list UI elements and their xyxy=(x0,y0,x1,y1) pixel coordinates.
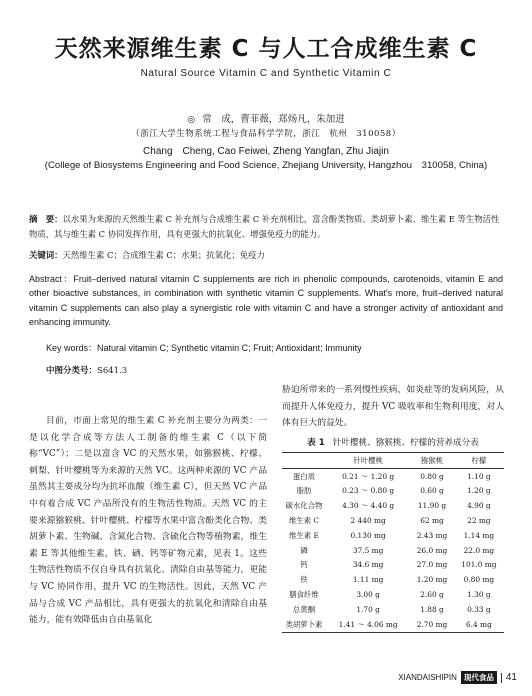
table-number: 表 1 xyxy=(307,438,325,448)
table-cell: 总黄酮 xyxy=(292,604,316,614)
table-cell: 2.43 mg xyxy=(416,530,448,540)
table-row xyxy=(282,587,504,602)
table-cell: 6.4 mg xyxy=(465,619,492,629)
table-header-row xyxy=(282,453,504,469)
table-cell: 1.70 g xyxy=(356,604,380,614)
table-cell: 2.60 g xyxy=(420,590,444,600)
journal-name-cn: 现代食品 xyxy=(461,671,497,684)
abstract-en-label: Abstract： xyxy=(29,274,74,284)
table-cell: 0.23 ～ 0.80 g xyxy=(342,486,395,496)
table-cell: 37.5 mg xyxy=(352,545,384,555)
author-names-cn: 常 成，曹菲薇，郑炀凡，朱加进 xyxy=(202,114,345,125)
table-row xyxy=(282,558,504,573)
table-header-cell: 猕猴桃 xyxy=(420,455,444,465)
keywords-cn-label: 关键词： xyxy=(29,250,63,260)
table-cell: 1.20 g xyxy=(467,486,491,496)
journal-name-en: XIANDAISHIPIN xyxy=(398,673,457,682)
body-right-column: 胁迫所带来的一系列慢性疾病，如炎症等的发病风险，从而提升人体免疫力，提升 VC 吸收率和生物利用度，对人体有巨大的益处。 xyxy=(282,385,504,429)
table-cell: 维生素 C xyxy=(288,516,320,526)
abstract-cn-label: 摘 要： xyxy=(29,214,63,224)
table-row xyxy=(282,617,504,632)
clc-value: S641.3 xyxy=(97,366,128,376)
author-mark-icon: ◎ xyxy=(187,115,196,125)
clc-label: 中图分类号： xyxy=(46,366,98,376)
table-cell: 11.90 g xyxy=(417,501,447,511)
table-cell: 1.41 ～ 4.06 mg xyxy=(338,619,398,629)
table-cell: 磷 xyxy=(300,545,308,555)
table-row xyxy=(282,572,504,587)
body-left-column: 目前，市面上常见的维生素 C 补充剂主要分为两类：一是以化学合成等方法人工制备的维生素 C（以下简称“VC”）；二是以富含 VC 的天然水果，如猕猴桃、柠檬、刺梨、针叶樱桃等为来源的天然 VC。这两种来源的 VC 产品虽然其主要成分均为抗坏血酸（维生素 C），但天然 VC 产品中有着合成 VC 产品所没有的生物活性物质。天然 VC 的主要来源猕猴桃、针叶樱桃、柠檬等水果中富含酚类化合物、类胡萝卜素、生物碱、含氮化合物、含硫化合物等植物素，维生素 E 等其他维生素，铁、硒、钙等矿物元素，见表 1。这些生物活性物质不仅自身具有抗氧化、清除自由基等能力，更能与 VC 协同作用，提升 VC 的生物活性。因此，天然 VC 产品与合成 VC 产品相比，具有更强大的抗氧化和清除自由基能力，能有效降低由自由基氧化 xyxy=(29,416,267,626)
table-row xyxy=(282,528,504,543)
table-cell: 膳食纤维 xyxy=(289,590,319,600)
abstract-cn xyxy=(29,212,503,242)
page-number: 41 xyxy=(505,672,517,683)
affiliation-en: (College of Biosystems Engineering and Food Science, Zhejiang University, Hangzhou 310058, China) xyxy=(44,160,488,171)
table-row xyxy=(282,498,504,513)
table-cell: 类胡萝卜素 xyxy=(285,619,323,629)
table-row xyxy=(282,543,504,558)
table-cell: 101.0 mg xyxy=(461,560,497,570)
table-cell: 1.14 mg xyxy=(463,530,495,540)
table-cell: 维生素 E xyxy=(289,530,319,540)
author-names-en: Chang Cheng, Cao Feiwei, Zheng Yangfan, Zhu Jiajin xyxy=(143,146,389,157)
table-cell: 1.11 mg xyxy=(352,575,384,585)
table-row xyxy=(282,484,504,499)
keywords-cn xyxy=(29,248,503,263)
footer-divider xyxy=(501,673,502,683)
table-header-cell xyxy=(282,453,326,469)
table-cell: 3.00 g xyxy=(356,590,380,600)
table-cell: 0.33 g xyxy=(467,604,491,614)
table-cell: 34.6 mg xyxy=(352,560,384,570)
table-cell: 2 440 mg xyxy=(350,516,386,526)
table-cell: 27.0 mg xyxy=(416,560,448,570)
table-cell: 1.30 g xyxy=(467,590,491,600)
keywords-en-text: Natural vitamin C; Synthetic vitamin C; Fruit; Antioxidant; Immunity xyxy=(97,343,362,353)
table-cell: 钙 xyxy=(300,560,308,570)
table-cell: 脂肪 xyxy=(296,486,312,496)
table-cell: 4.30 ～ 4.40 g xyxy=(342,501,395,511)
table-cell: 22 mg xyxy=(467,516,491,526)
table-header-cell: 柠檬 xyxy=(471,455,487,465)
author-line xyxy=(0,111,532,125)
keywords-cn-text: 天然维生素 C；合成维生素 C；水果；抗氧化；免疫力 xyxy=(62,250,265,260)
table-caption xyxy=(282,436,504,448)
table-cell: 4.90 g xyxy=(467,501,491,511)
table-row xyxy=(282,513,504,528)
table-row xyxy=(282,468,504,483)
table-row xyxy=(282,602,504,617)
table-cell: 碳水化合物 xyxy=(285,501,323,511)
table-cell: 0.80 g xyxy=(420,471,444,481)
table-cell: 0.80 mg xyxy=(463,575,495,585)
clc-number xyxy=(46,364,520,379)
abstract-cn-text: 以水果为来源的天然维生素 C 补充剂与合成维生素 C 补充剂相比，富含酚类物质、类胡萝卜素、维生素 E 等生物活性物质，其与维生素 C 协同发挥作用，具有更强大的抗氧化、增强免疫力的能力。 xyxy=(29,214,500,239)
table-cell: 22.0 mg xyxy=(463,545,495,555)
abstract-en-text: Fruit–derived natural vitamin C supplements are rich in phenolic compounds, carotenoids, vitamin E and other bioactive substances, in combination with synthetic vitamin C supplements. What′s more, fruit–derived natural vitamin C supplements can also play a synergistic role with vitamin C and have a stronger activity of antioxidant and enhancing immunity. xyxy=(29,274,503,327)
table-cell: 62 mg xyxy=(420,516,444,526)
table-cell: 铁 xyxy=(300,575,308,585)
affiliation-cn: （浙江大学生物系统工程与食品科学学院，浙江 杭州 310058） xyxy=(131,129,401,139)
table-cell: 0.60 g xyxy=(420,486,444,496)
table-cell: 2.70 mg xyxy=(416,619,448,629)
table-cell: 蛋白质 xyxy=(292,471,316,481)
table-cell: 1.88 g xyxy=(420,604,444,614)
table-cell: 1.10 g xyxy=(467,471,491,481)
table-cell: 26.0 mg xyxy=(416,545,448,555)
table-cell: 1.20 mg xyxy=(416,575,448,585)
table-cell: 0.21 ～ 1.20 g xyxy=(342,471,395,481)
table-header-cell: 针叶樱桃 xyxy=(353,455,383,465)
paper-title-en: Natural Source Vitamin C and Synthetic Vitamin C xyxy=(140,68,392,79)
table-caption-text: 针叶樱桃、猕猴桃、柠檬的营养成分表 xyxy=(332,438,479,448)
abstract-en xyxy=(29,272,503,329)
paper-title: 天然来源维生素 C 与人工合成维生素 C xyxy=(54,36,478,62)
keywords-en-label: Key words： xyxy=(46,343,98,353)
nutrition-table xyxy=(282,452,504,633)
table-cell: 0.130 mg xyxy=(350,530,386,540)
page-footer xyxy=(398,671,517,684)
keywords-en xyxy=(46,341,520,356)
